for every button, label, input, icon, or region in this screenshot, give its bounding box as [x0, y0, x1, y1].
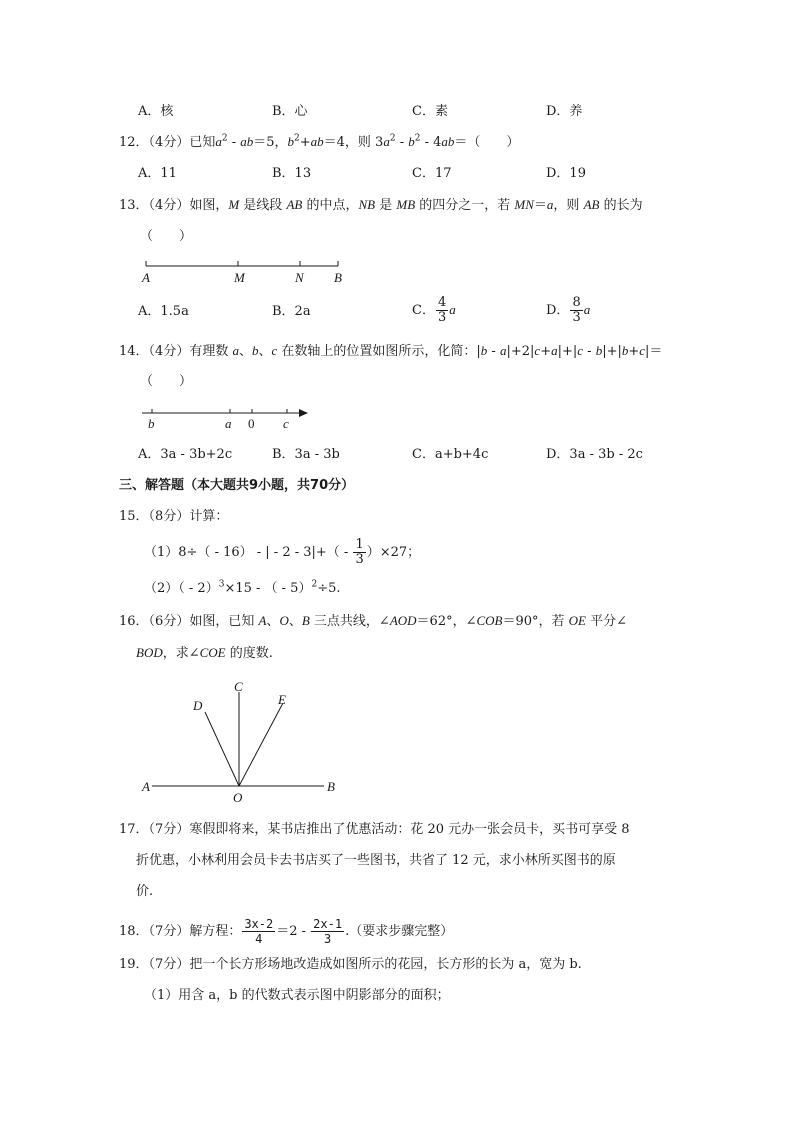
q15-part1: （1）8÷（ - 16） - | - 2 - 3|+（ - $\frac{1}{3}$ ）×27； — [144, 537, 421, 567]
q13-label-b: B — [334, 270, 342, 285]
q11-option-a: A．核 — [138, 104, 174, 119]
q12-head: 12．（4分）已知 — [119, 135, 216, 150]
q13-option-b: B．2a — [272, 304, 311, 319]
q14-head: 14．（4分）有理数 — [119, 344, 229, 359]
q13-head: 13．（4分）如图， — [119, 198, 229, 213]
q16-head: 16．（6分）如图，已知 — [119, 614, 255, 629]
q16-label-d: D — [193, 698, 203, 713]
q16-label-o: O — [233, 790, 243, 805]
q18-stem: 18．（7分）解方程： $\frac{3x-2}{4}$ ＝2 - $\frac{2x-1}{3}$ .（要求步骤完整） — [119, 917, 454, 946]
q14-paren: （ ） — [140, 374, 193, 389]
q13-option-d: D． $\frac{8}{3}$ a — [546, 295, 591, 325]
q16-label-b: B — [327, 779, 335, 794]
q12-stem: 12．（4分）已知$a^2 - ab=5$，$b^2+ab=4$，则 $3a^2 - b^2 - 4ab=$（ ） — [119, 133, 520, 150]
q11-option-c: C．素 — [412, 104, 448, 119]
q13-label-m: M — [234, 270, 245, 285]
q13-stem: 13．（4分）如图，M 是线段 AB 的中点，NB 是 MB 的四分之一，若 MN＝a，则 AB 的长为 — [119, 197, 643, 213]
q14-label-b: b — [148, 416, 155, 431]
q14-number-line — [138, 404, 318, 434]
q14-label-c: c — [283, 416, 289, 431]
q16-stem-line2: BOD，求∠COE 的度数. — [136, 645, 273, 661]
q19-line1: 19．（7分）把一个长方形场地改造成如图所示的花园，长方形的长为 a，宽为 b. — [119, 957, 582, 972]
q17-line2: 折优惠，小林利用会员卡去书店买了一些图书，共省了 12 元，求小林所买图书的原 — [136, 853, 616, 868]
q16-stem-line1: 16．（6分）如图，已知 A、O、B 三点共线，∠AOD＝62°，∠COB＝90°，若 OE 平分∠ — [119, 613, 628, 629]
q15-part2: （2）（ - 2）$^3$×15 - （ - 5）$^2$÷5. — [144, 579, 341, 596]
q16-angle-diagram — [138, 676, 348, 806]
q14-option-b: B．3a - 3b — [272, 447, 340, 462]
q17-line3: 价. — [136, 884, 154, 899]
q19-sub1: （1）用含 a，b 的代数式表示图中阴影部分的面积； — [144, 988, 450, 1003]
q12-option-d: D．19 — [546, 166, 586, 181]
q13-paren: （ ） — [140, 229, 193, 244]
q14-option-c: C．a+b+4c — [412, 447, 489, 462]
q15-head: 15．（8分）计算： — [119, 509, 229, 524]
q17-line1: 17．（7分）寒假即将来，某书店推出了优惠活动：花 20 元办一张会员卡，买书可享受 8 — [119, 822, 630, 837]
q13-option-c: C． $\frac{4}{3}$ a — [412, 295, 456, 325]
q14-option-d: D．3a - 3b - 2c — [546, 447, 643, 462]
q13-label-n: N — [295, 270, 304, 285]
q18-head: 18．（7分）解方程： — [119, 924, 242, 939]
q16-label-a: A — [142, 779, 150, 794]
q12-option-a: A．11 — [138, 166, 177, 181]
q11-option-d: D．养 — [546, 104, 583, 119]
q18-note: .（要求步骤完整） — [345, 924, 454, 939]
q13-label-a: A — [142, 270, 150, 285]
q16-label-c: C — [234, 679, 243, 694]
q13-segment-diagram — [138, 258, 358, 288]
q12-option-c: C．17 — [412, 166, 452, 181]
q14-stem: 14．（4分）有理数 a、b、c 在数轴上的位置如图所示，化简：|b - a|+2|c+a|+|c - b|+|b+c|＝ — [119, 343, 663, 359]
section-three-heading: 三、解答题（本大题共9小题，共70分） — [119, 478, 355, 493]
q14-label-zero: 0 — [248, 416, 255, 431]
q16-label-e: E — [278, 692, 286, 707]
q14-option-a: A．3a - 3b+2c — [138, 447, 233, 462]
q11-option-b: B．心 — [272, 104, 308, 119]
q13-option-a: A．1.5a — [138, 304, 189, 319]
q12-option-b: B．13 — [272, 166, 312, 181]
q14-label-a: a — [225, 416, 232, 431]
